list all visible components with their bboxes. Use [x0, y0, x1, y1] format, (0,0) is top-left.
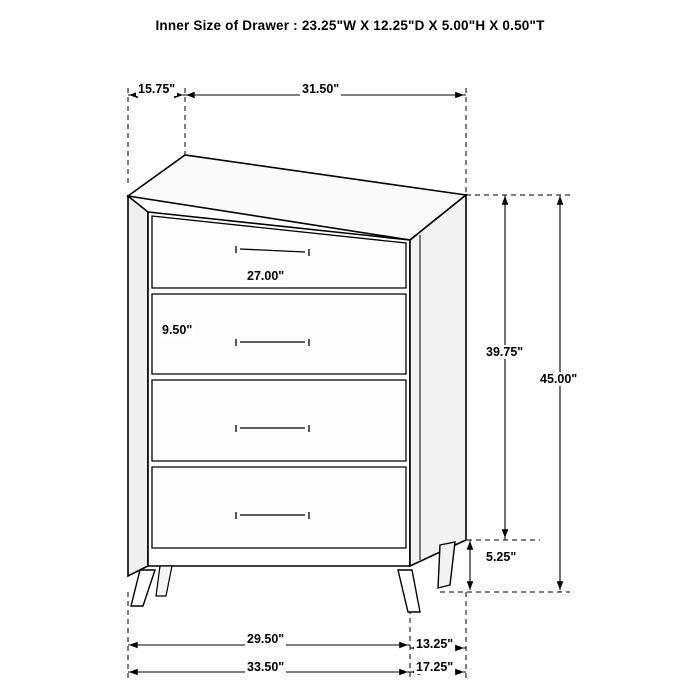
dim-drawer-width: 27.00": [247, 269, 285, 283]
chest-right-side: [410, 195, 466, 566]
dim-depth-top: 15.75": [138, 82, 176, 96]
dim-base-depth: 13.25": [416, 637, 454, 651]
leg-front-right: [398, 570, 420, 612]
dim-leg-height: 5.25": [486, 550, 517, 564]
drawer-4[interactable]: [152, 467, 406, 548]
dim-case-height: 39.75": [486, 345, 524, 359]
dim-width-top: 31.50": [302, 82, 340, 96]
leg-back-left: [156, 566, 172, 596]
dim-overall-depth: 17.25": [416, 660, 454, 674]
dim-overall-width: 33.50": [247, 660, 285, 674]
dim-drawer-height: 9.50": [162, 323, 193, 337]
leg-front-left: [131, 570, 155, 606]
drawer-3[interactable]: [152, 380, 406, 461]
dim-base-width: 29.50": [247, 632, 285, 646]
leg-back-right: [438, 542, 455, 588]
dim-overall-height: 45.00": [540, 372, 578, 386]
chest-left-side: [128, 196, 148, 576]
chest-illustration: [128, 155, 466, 612]
page-title: Inner Size of Drawer : 23.25"W X 12.25"D X 5.00"H X 0.50"T: [155, 18, 545, 33]
